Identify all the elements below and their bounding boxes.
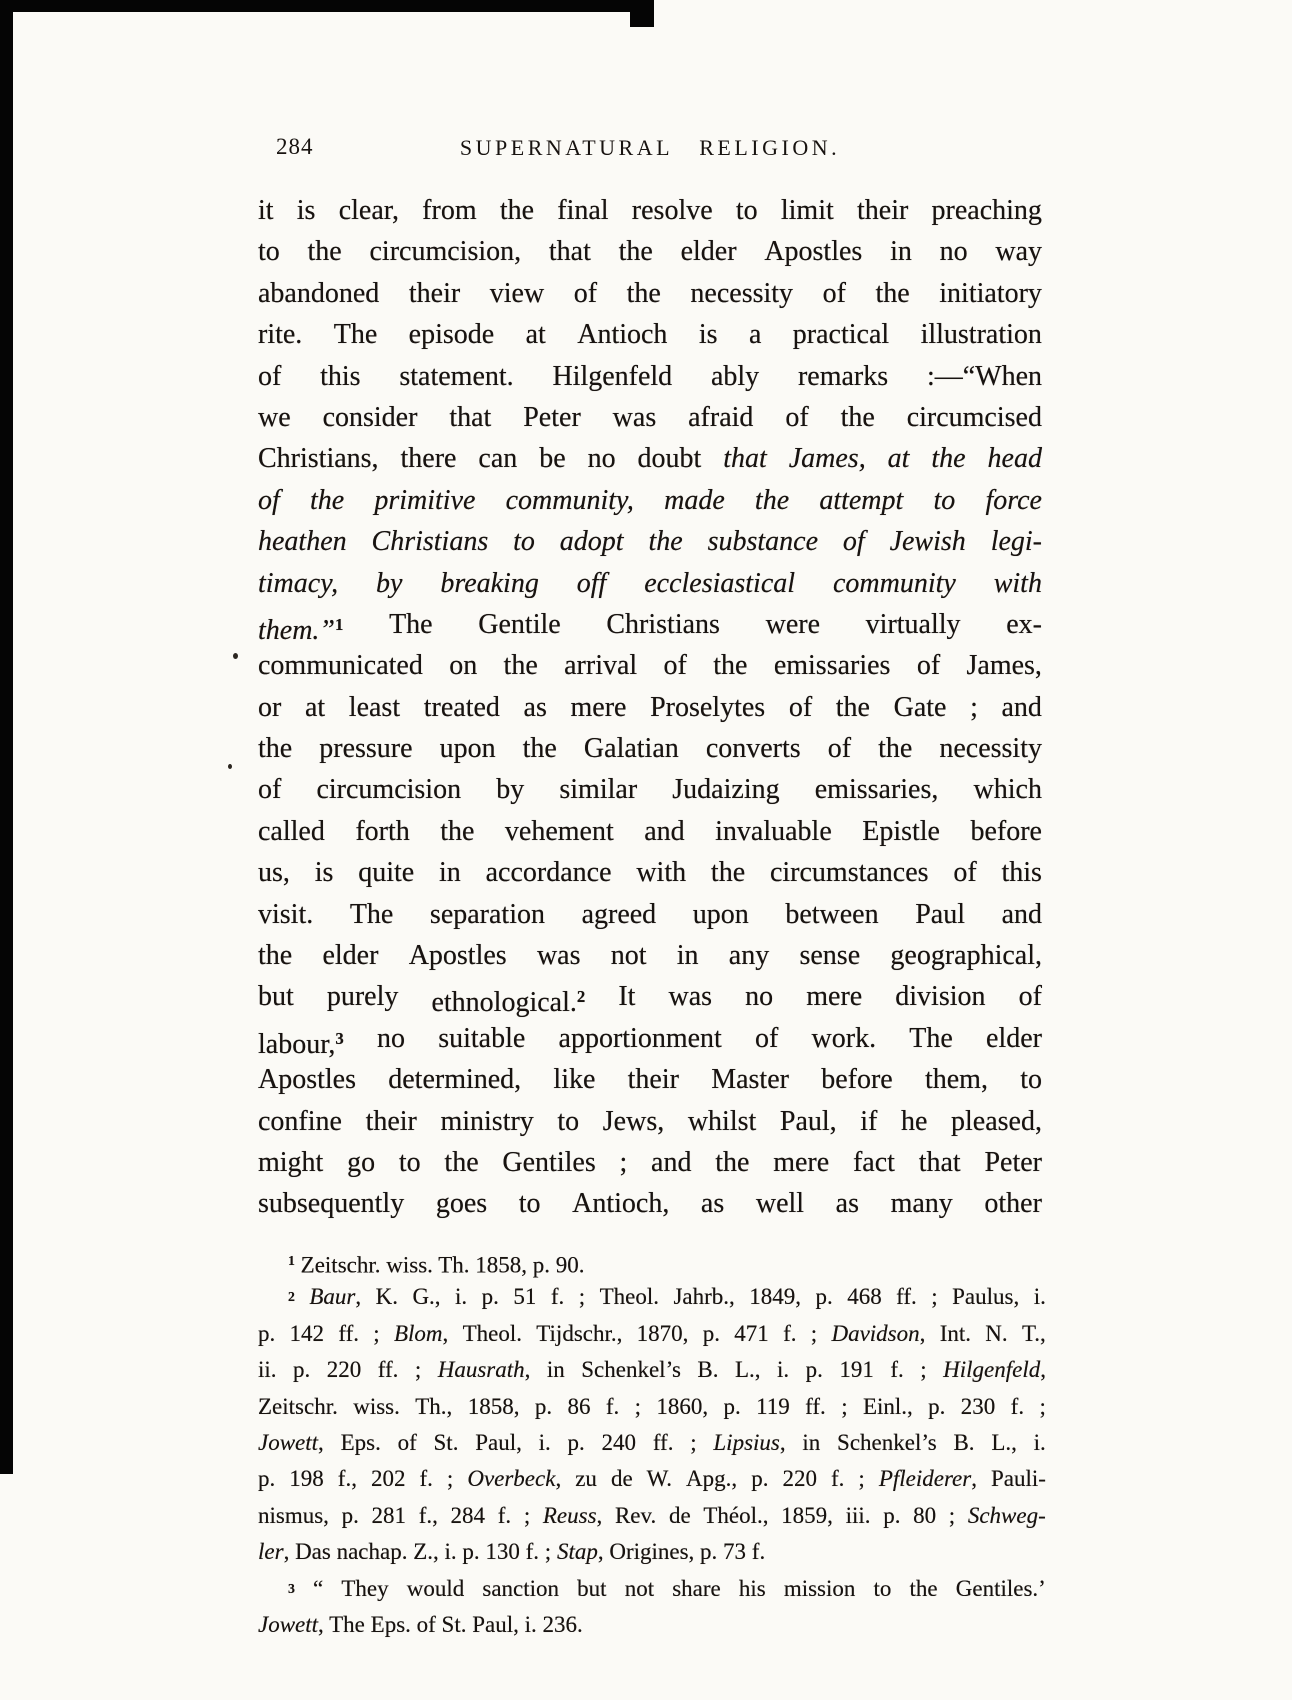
text-line: might go to the Gentiles ; and the mere fact that Peter (258, 1146, 1042, 1178)
text-line: Apostles determined, like their Master before them, to (258, 1064, 1042, 1096)
text-line: $^2$ Baur, K. G., i. p. 51 f. ; Theol. Jahrb., 1849, p. 468 ff. ; Paulus, i. (288, 1284, 1046, 1310)
text-line: but purely ethnological.$^2$ It was no mere division of (258, 981, 1042, 1019)
running-header-title: SUPERNATURAL RELIGION. (459, 135, 841, 160)
body-text (258, 190, 1042, 1225)
text-line: $^1$ Zeitschr. wiss. Th. 1858, p. 90. (288, 1252, 585, 1278)
text-line: nismus, p. 281 f., 284 f. ; Reuss, Rev. de Théol., 1859, iii. p. 80 ; Schweg- (258, 1502, 1046, 1528)
text-line: timacy, by breaking off ecclesiastical community with (258, 567, 1042, 599)
text-line: communicated on the arrival of the emissaries of James, (258, 650, 1042, 682)
text-line: ler, Das nachap. Z., i. p. 130 f. ; Stap, Origines, p. 73 f. (258, 1539, 766, 1565)
text-line: rite. The episode at Antioch is a practical illustration (258, 319, 1042, 351)
text-line: Jowett, Eps. of St. Paul, i. p. 240 ff. ; Lipsius, in Schenkel’s B. L., i. (258, 1429, 1046, 1455)
text-line: us, is quite in accordance with the circumstances of this (258, 857, 1042, 889)
footnotes (258, 1243, 1046, 1643)
text-line: abandoned their view of the necessity of the initiatory (258, 277, 1042, 309)
text-line: p. 198 f., 202 f. ; Overbeck, zu de W. Apg., p. 220 f. ; Pfleiderer, Pauli- (258, 1466, 1046, 1492)
text-line: ii. p. 220 ff. ; Hausrath, in Schenkel’s B. L., i. p. 191 f. ; Hilgenfeld, (258, 1357, 1046, 1383)
text-line: we consider that Peter was afraid of the circumcised (258, 401, 1042, 433)
scan-artifact-left-bar (0, 0, 13, 1474)
text-line: or at least treated as mere Proselytes of the Gate ; and (258, 691, 1042, 723)
text-line: the elder Apostles was not in any sense geographical, (258, 940, 1042, 972)
text-line: subsequently goes to Antioch, as well as many other (258, 1188, 1042, 1220)
page-number: 284 (276, 134, 314, 159)
text-line: visit. The separation agreed upon between Paul and (258, 898, 1042, 930)
text-line: of this statement. Hilgenfeld ably remarks :—“When (258, 360, 1042, 392)
text-line: $^3$ “ They would sanction but not share his mission to the Gentiles.’ (288, 1575, 1046, 1601)
text-line: it is clear, from the final resolve to limit their preaching (258, 195, 1042, 226)
text-line: labour,$^3$ no suitable apportionment of work. The elder (258, 1022, 1042, 1061)
text-line: confine their ministry to Jews, whilst Paul, if he pleased, (258, 1105, 1042, 1137)
text-line: Christians, there can be no doubt that James, at the head (258, 443, 1042, 475)
text-line: to the circumcision, that the elder Apostles in no way (258, 236, 1042, 268)
text-line: the pressure upon the Galatian converts of the necessity (258, 733, 1042, 765)
text-line: heathen Christians to adopt the substance of Jewish legi- (258, 526, 1042, 558)
ink-speck (233, 653, 238, 659)
text-line: Jowett, The Eps. of St. Paul, i. 236. (258, 1611, 583, 1637)
text-line: of circumcision by similar Judaizing emissaries, which (258, 774, 1042, 806)
text-line: of the primitive community, made the attempt to force (258, 484, 1042, 516)
ink-speck (228, 764, 232, 769)
text-line: p. 142 ff. ; Blom, Theol. Tijdschr., 1870, p. 471 f. ; Davidson, Int. N. T., (258, 1320, 1046, 1346)
scan-artifact-top-bar (0, 0, 654, 12)
text-line: them.”$^1$ The Gentile Christians were virtually ex- (258, 608, 1042, 647)
scan-artifact-binding-notch (630, 0, 654, 27)
text-line: Zeitschr. wiss. Th., 1858, p. 86 f. ; 1860, p. 119 ff. ; Einl., p. 230 f. ; (258, 1393, 1046, 1419)
text-line: called forth the vehement and invaluable Epistle before (258, 815, 1042, 847)
